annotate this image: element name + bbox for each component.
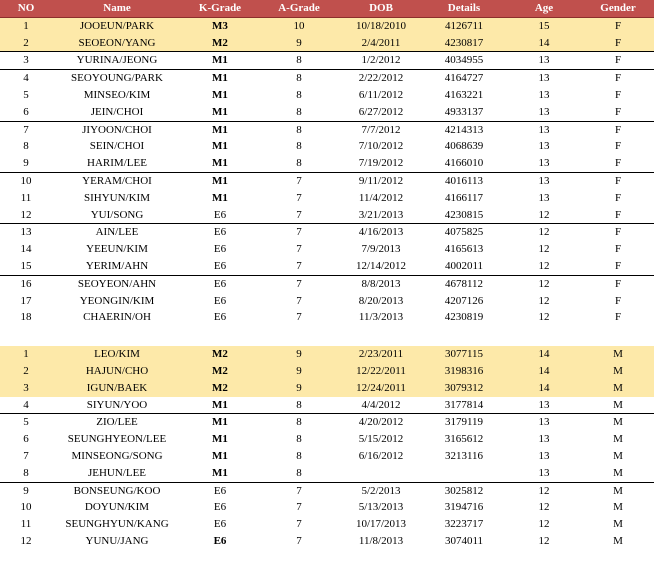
- no-cell: 6: [23, 433, 29, 446]
- gender-cell: F: [614, 208, 622, 221]
- name-cell: HARIM/LEE: [87, 157, 147, 170]
- k-grade-cell: M1: [212, 466, 228, 479]
- details-cell: 3198316: [422, 363, 506, 380]
- gender-cell: F: [614, 191, 622, 204]
- table-row: [0, 207, 654, 224]
- name-cell: CHAERIN/OH: [83, 311, 151, 324]
- table-row: [0, 275, 654, 292]
- details-cell: 4230815: [444, 208, 484, 221]
- no-cell: 9: [0, 482, 52, 499]
- name-cell: DOYUN/KIM: [84, 501, 150, 514]
- gender-cell: F: [582, 52, 654, 70]
- no-cell: 1: [0, 346, 52, 363]
- k-grade-cell: E6: [213, 518, 227, 531]
- dob-cell: 8/8/2013: [340, 275, 422, 292]
- header-age: Age: [506, 0, 582, 17]
- a-grade-cell: 7: [296, 243, 302, 256]
- a-grade-cell: 8: [258, 121, 340, 138]
- table-row: [0, 172, 654, 189]
- header-name: Name: [52, 0, 182, 17]
- dob-cell: 2/23/2011: [340, 346, 422, 363]
- female-section: [0, 17, 654, 326]
- details-cell: 4207126: [444, 294, 484, 307]
- table-row: [0, 87, 654, 104]
- no-cell: 2: [0, 363, 52, 380]
- k-grade-cell: M1: [182, 70, 258, 87]
- name-cell: YEONGIN/KIM: [79, 294, 155, 307]
- age-cell: 14: [506, 363, 582, 380]
- no-cell: 11: [20, 518, 32, 531]
- no-cell: 14: [20, 243, 32, 256]
- a-grade-cell: 7: [296, 294, 302, 307]
- dob-cell: 3/21/2013: [358, 208, 404, 221]
- gender-cell: F: [614, 157, 622, 170]
- name-cell: SIYUN/YOO: [86, 398, 148, 411]
- dob-cell: 1/2/2012: [340, 52, 422, 70]
- name-cell: JEHUN/LEE: [87, 466, 147, 479]
- name-cell: YUI/SONG: [90, 208, 144, 221]
- details-cell: 3223717: [444, 518, 484, 531]
- male-section: [0, 346, 654, 550]
- no-cell: 12: [20, 208, 32, 221]
- gap-cell: [0, 326, 654, 346]
- no-cell: 5: [0, 414, 52, 431]
- name-cell: ZIO/LEE: [52, 414, 182, 431]
- gender-cell: M: [582, 363, 654, 380]
- table-row: [0, 293, 654, 310]
- k-grade-cell: M2: [182, 380, 258, 397]
- k-grade-cell: M1: [182, 172, 258, 189]
- k-grade-cell: E6: [213, 311, 227, 324]
- a-grade-cell: 8: [296, 105, 302, 118]
- k-grade-cell: E6: [213, 243, 227, 256]
- gender-cell: F: [582, 224, 654, 241]
- details-cell: 4163221: [444, 88, 484, 101]
- gender-cell: M: [613, 501, 623, 514]
- table-row: [0, 516, 654, 533]
- a-grade-cell: 7: [258, 482, 340, 499]
- dob-cell: 7/19/2012: [358, 157, 404, 170]
- no-cell: 16: [0, 275, 52, 292]
- a-grade-cell: 8: [296, 140, 302, 153]
- k-grade-cell: M3: [182, 17, 258, 34]
- table-row: [0, 121, 654, 138]
- gender-cell: F: [582, 121, 654, 138]
- dob-cell: [340, 465, 422, 482]
- name-cell: YERIM/AHN: [85, 259, 149, 272]
- gender-cell: M: [582, 414, 654, 431]
- details-cell: [422, 465, 506, 482]
- k-grade-cell: M1: [182, 52, 258, 70]
- gender-cell: M: [582, 346, 654, 363]
- k-grade-cell: M1: [182, 414, 258, 431]
- a-grade-cell: 7: [258, 172, 340, 189]
- age-cell: 13: [506, 172, 582, 189]
- name-cell: SEOYEON/AHN: [52, 275, 182, 292]
- table-row: [0, 155, 654, 172]
- age-cell: 13: [538, 433, 550, 446]
- header-a-grade: A-Grade: [258, 0, 340, 17]
- age-cell: 13: [506, 121, 582, 138]
- table-row: [0, 448, 654, 465]
- age-cell: 14: [506, 35, 582, 52]
- a-grade-cell: 7: [296, 208, 302, 221]
- dob-cell: 5/2/2013: [340, 482, 422, 499]
- a-grade-cell: 8: [296, 398, 302, 411]
- no-cell: 3: [0, 380, 52, 397]
- details-cell: 3213116: [444, 449, 484, 462]
- age-cell: 13: [538, 157, 550, 170]
- name-cell: HAJUN/CHO: [52, 363, 182, 380]
- k-grade-cell: E6: [213, 259, 227, 272]
- k-grade-cell: M1: [182, 121, 258, 138]
- details-cell: 4034955: [422, 52, 506, 70]
- no-cell: 3: [0, 52, 52, 70]
- details-cell: 3025812: [422, 482, 506, 499]
- age-cell: 13: [538, 140, 550, 153]
- name-cell: SEOEON/YANG: [52, 35, 182, 52]
- gender-cell: F: [614, 243, 622, 256]
- age-cell: 14: [506, 380, 582, 397]
- k-grade-cell: M1: [212, 449, 228, 462]
- table-row: [0, 104, 654, 121]
- table-row: [0, 482, 654, 499]
- no-cell: 7: [23, 449, 29, 462]
- details-cell: 4678112: [422, 275, 506, 292]
- gender-cell: F: [614, 311, 622, 324]
- name-cell: MINSEO/KIM: [83, 88, 151, 101]
- details-cell: 4166010: [444, 157, 484, 170]
- k-grade-cell: E6: [213, 208, 227, 221]
- gender-cell: F: [582, 275, 654, 292]
- age-cell: 12: [506, 482, 582, 499]
- name-cell: AIN/LEE: [52, 224, 182, 241]
- no-cell: 11: [20, 191, 32, 204]
- gender-cell: F: [614, 88, 622, 101]
- dob-cell: 5/13/2013: [358, 501, 404, 514]
- table-row: [0, 35, 654, 52]
- no-cell: 1: [0, 17, 52, 34]
- details-cell: 4068639: [444, 140, 484, 153]
- dob-cell: 5/15/2012: [358, 433, 404, 446]
- name-cell: SEOYOUNG/PARK: [52, 70, 182, 87]
- dob-cell: 6/16/2012: [358, 449, 404, 462]
- k-grade-cell: M2: [182, 35, 258, 52]
- k-grade-cell: M2: [182, 346, 258, 363]
- table-row: [0, 190, 654, 207]
- header-row: [0, 0, 654, 17]
- a-grade-cell: 8: [258, 70, 340, 87]
- k-grade-cell: M1: [212, 191, 228, 204]
- dob-cell: 4/20/2012: [340, 414, 422, 431]
- gender-cell: M: [613, 398, 623, 411]
- dob-cell: 9/11/2012: [340, 172, 422, 189]
- dob-cell: 8/20/2013: [358, 294, 404, 307]
- header-gender: Gender: [582, 0, 654, 17]
- gender-cell: F: [614, 294, 622, 307]
- gap-row: [0, 326, 654, 346]
- table-row: [0, 414, 654, 431]
- age-cell: 12: [538, 311, 550, 324]
- gender-cell: M: [613, 433, 623, 446]
- details-cell: 4164727: [422, 70, 506, 87]
- header-details: Details: [422, 0, 506, 17]
- no-cell: 13: [0, 224, 52, 241]
- name-cell: JOOEUN/PARK: [52, 17, 182, 34]
- name-cell: JEIN/CHOI: [90, 105, 144, 118]
- details-cell: 3079312: [422, 380, 506, 397]
- gender-cell: F: [614, 140, 622, 153]
- details-cell: 4166117: [444, 191, 484, 204]
- age-cell: 13: [506, 70, 582, 87]
- table-row: [0, 380, 654, 397]
- dob-cell: 2/4/2011: [340, 35, 422, 52]
- gender-cell: F: [582, 172, 654, 189]
- dob-cell: 11/3/2013: [358, 311, 404, 324]
- k-grade-cell: M1: [212, 88, 228, 101]
- name-cell: LEO/KIM: [52, 346, 182, 363]
- details-cell: 3074011: [444, 534, 484, 547]
- name-cell: YUNU/JANG: [85, 534, 149, 547]
- table-row: [0, 431, 654, 448]
- dob-cell: 12/14/2012: [355, 259, 407, 272]
- k-grade-cell: M1: [212, 157, 228, 170]
- dob-cell: 6/27/2012: [358, 105, 404, 118]
- table-row: [0, 363, 654, 380]
- details-cell: 4933137: [444, 105, 484, 118]
- a-grade-cell: 7: [296, 501, 302, 514]
- dob-cell: 10/17/2013: [355, 518, 407, 531]
- a-grade-cell: 7: [258, 275, 340, 292]
- table-row: [0, 241, 654, 258]
- a-grade-cell: 8: [296, 449, 302, 462]
- age-cell: 13: [506, 52, 582, 70]
- details-cell: 4214313: [422, 121, 506, 138]
- dob-cell: 7/9/2013: [361, 243, 401, 256]
- table-row: [0, 52, 654, 70]
- k-grade-cell: E6: [182, 482, 258, 499]
- age-cell: 14: [506, 346, 582, 363]
- a-grade-cell: 7: [296, 259, 302, 272]
- no-cell: 4: [0, 70, 52, 87]
- k-grade-cell: E6: [213, 534, 227, 547]
- k-grade-cell: E6: [182, 224, 258, 241]
- age-cell: 13: [538, 88, 550, 101]
- a-grade-cell: 8: [296, 433, 302, 446]
- age-cell: 12: [538, 243, 550, 256]
- a-grade-cell: 10: [258, 17, 340, 34]
- details-cell: 4165613: [444, 243, 484, 256]
- gender-cell: F: [582, 17, 654, 34]
- a-grade-cell: 9: [258, 380, 340, 397]
- table-row: [0, 70, 654, 87]
- age-cell: 13: [538, 398, 550, 411]
- a-grade-cell: 9: [258, 363, 340, 380]
- a-grade-cell: 8: [258, 52, 340, 70]
- age-cell: 12: [506, 224, 582, 241]
- k-grade-cell: E6: [213, 294, 227, 307]
- details-cell: 3194716: [444, 501, 484, 514]
- no-cell: 9: [23, 157, 29, 170]
- name-cell: YURINA/JEONG: [52, 52, 182, 70]
- a-grade-cell: 7: [296, 311, 302, 324]
- gender-cell: M: [613, 466, 623, 479]
- no-cell: 15: [20, 259, 32, 272]
- dob-cell: 7/10/2012: [358, 140, 404, 153]
- age-cell: 12: [506, 275, 582, 292]
- table-row: [0, 465, 654, 482]
- age-cell: 12: [538, 294, 550, 307]
- age-cell: 13: [538, 105, 550, 118]
- a-grade-cell: 9: [258, 346, 340, 363]
- name-cell: YEEUN/KIM: [86, 243, 148, 256]
- details-cell: 4002011: [444, 259, 484, 272]
- no-cell: 2: [0, 35, 52, 52]
- k-grade-cell: E6: [182, 275, 258, 292]
- name-cell: IGUN/BAEK: [52, 380, 182, 397]
- k-grade-cell: M2: [182, 363, 258, 380]
- details-cell: 3177814: [444, 398, 484, 411]
- name-cell: YERAM/CHOI: [52, 172, 182, 189]
- details-cell: 4230819: [444, 311, 484, 324]
- details-cell: 4230817: [422, 35, 506, 52]
- age-cell: 12: [538, 518, 550, 531]
- section-gap: [0, 326, 654, 346]
- gender-cell: F: [582, 70, 654, 87]
- a-grade-cell: 7: [296, 518, 302, 531]
- gender-cell: M: [613, 449, 623, 462]
- table-row: [0, 309, 654, 326]
- table-row: [0, 397, 654, 414]
- age-cell: 13: [538, 449, 550, 462]
- a-grade-cell: 8: [296, 88, 302, 101]
- age-cell: 12: [538, 259, 550, 272]
- a-grade-cell: 7: [258, 224, 340, 241]
- dob-cell: 4/4/2012: [361, 398, 401, 411]
- name-cell: SEUNGHYUN/KANG: [65, 518, 169, 531]
- a-grade-cell: 9: [258, 35, 340, 52]
- table-row: [0, 346, 654, 363]
- name-cell: SEUNGHYEON/LEE: [67, 433, 167, 446]
- no-cell: 10: [0, 172, 52, 189]
- dob-cell: 11/8/2013: [358, 534, 404, 547]
- gender-cell: F: [614, 105, 622, 118]
- details-cell: 3165612: [444, 433, 484, 446]
- details-cell: 4016113: [422, 172, 506, 189]
- age-cell: 12: [538, 501, 550, 514]
- name-cell: BONSEUNG/KOO: [52, 482, 182, 499]
- a-grade-cell: 8: [296, 466, 302, 479]
- a-grade-cell: 7: [296, 191, 302, 204]
- no-cell: 10: [20, 501, 32, 514]
- dob-cell: 11/4/2012: [358, 191, 404, 204]
- dob-cell: 10/18/2010: [340, 17, 422, 34]
- k-grade-cell: M1: [212, 105, 228, 118]
- table-row: [0, 138, 654, 155]
- header-dob: DOB: [340, 0, 422, 17]
- details-cell: 3077115: [422, 346, 506, 363]
- no-cell: 4: [23, 398, 29, 411]
- details-cell: 4075825: [422, 224, 506, 241]
- no-cell: 6: [23, 105, 29, 118]
- no-cell: 18: [20, 311, 32, 324]
- age-cell: 13: [506, 414, 582, 431]
- gender-cell: F: [614, 259, 622, 272]
- dob-cell: 7/7/2012: [340, 121, 422, 138]
- no-cell: 5: [23, 88, 29, 101]
- details-cell: 3179119: [422, 414, 506, 431]
- a-grade-cell: 8: [296, 157, 302, 170]
- header-k-grade: K-Grade: [182, 0, 258, 17]
- name-cell: SEIN/CHOI: [89, 140, 145, 153]
- table-row: [0, 17, 654, 34]
- no-cell: 12: [20, 534, 32, 547]
- a-grade-cell: 7: [296, 534, 302, 547]
- dob-cell: 2/22/2012: [340, 70, 422, 87]
- no-cell: 8: [23, 140, 29, 153]
- gender-cell: M: [613, 518, 623, 531]
- k-grade-cell: M1: [212, 140, 228, 153]
- table-row: [0, 499, 654, 516]
- age-cell: 12: [538, 208, 550, 221]
- no-cell: 8: [23, 466, 29, 479]
- no-cell: 17: [20, 294, 32, 307]
- table-row: [0, 224, 654, 241]
- name-cell: SIHYUN/KIM: [84, 191, 150, 204]
- dob-cell: 12/24/2011: [340, 380, 422, 397]
- k-grade-cell: M1: [212, 398, 228, 411]
- gender-cell: M: [613, 534, 623, 547]
- gender-cell: M: [582, 380, 654, 397]
- table-row: [0, 533, 654, 550]
- table-row: [0, 258, 654, 275]
- name-cell: JIYOON/CHOI: [52, 121, 182, 138]
- k-grade-cell: E6: [213, 501, 227, 514]
- k-grade-cell: M1: [212, 433, 228, 446]
- a-grade-cell: 8: [258, 414, 340, 431]
- no-cell: 7: [0, 121, 52, 138]
- dob-cell: 6/11/2012: [358, 88, 404, 101]
- name-cell: MINSEONG/SONG: [71, 449, 163, 462]
- details-cell: 4126711: [422, 17, 506, 34]
- dob-cell: 4/16/2013: [340, 224, 422, 241]
- age-cell: 15: [506, 17, 582, 34]
- gender-cell: M: [582, 482, 654, 499]
- dob-cell: 12/22/2011: [340, 363, 422, 380]
- age-cell: 13: [538, 191, 550, 204]
- gender-cell: F: [582, 35, 654, 52]
- age-cell: 13: [538, 466, 550, 479]
- header-no: NO: [0, 0, 52, 17]
- age-cell: 12: [538, 534, 550, 547]
